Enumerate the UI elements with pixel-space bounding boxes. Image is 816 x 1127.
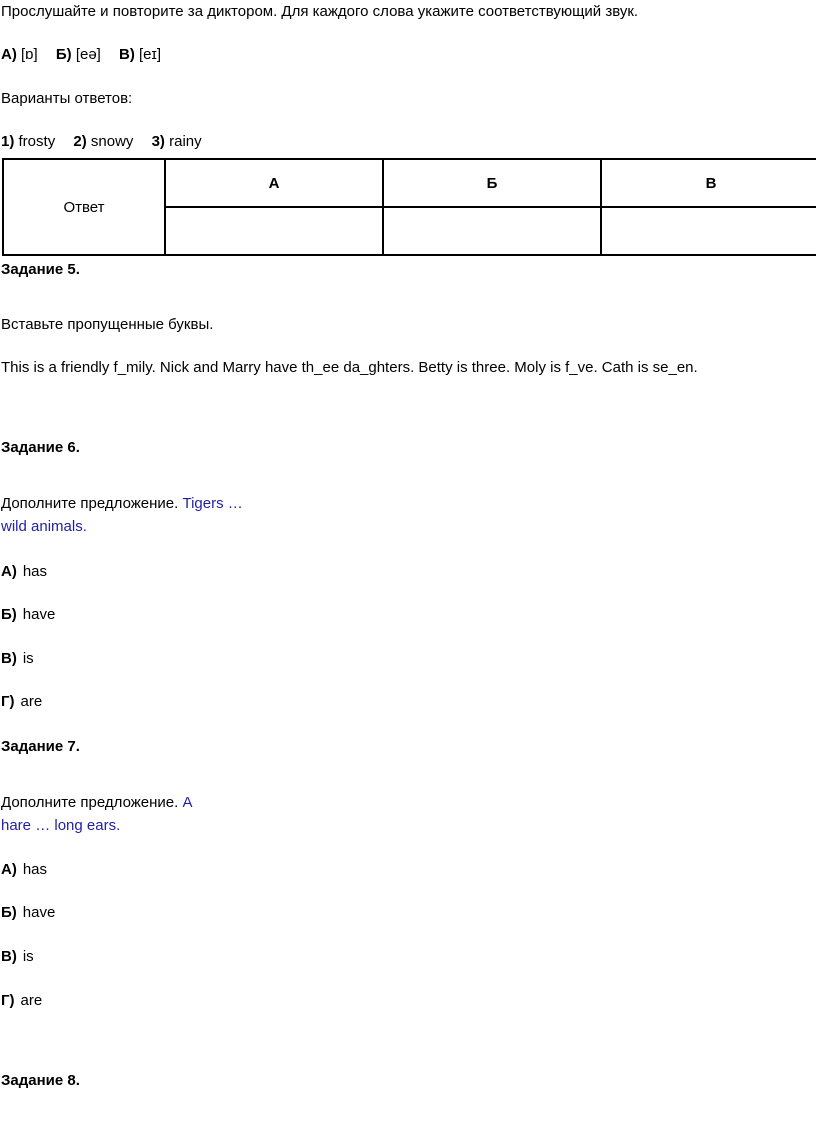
word-value-2: snowy	[90, 133, 134, 150]
word-value-1: frosty	[18, 133, 56, 150]
task6-prompt-line	[1, 495, 243, 513]
column-header-a: А	[165, 159, 383, 207]
task7-heading: Задание 7.	[1, 738, 80, 755]
task5-instruction: Вставьте пропущенные буквы.	[1, 316, 214, 333]
sound-value-a: [ɒ]	[21, 46, 38, 63]
task8-heading: Задание 8.	[1, 1072, 80, 1089]
option-value: has	[22, 563, 48, 580]
option-value: is	[22, 650, 34, 667]
answer-cell-b[interactable]	[383, 207, 601, 255]
task6-prompt: Дополните предложение.	[1, 495, 179, 512]
answer-table	[2, 158, 816, 256]
word-label-2: 2)	[73, 133, 87, 150]
task5-text: This is a friendly f_mily. Nick and Marry have th_ee da_ghters. Betty is three. Moly is f_ve. Cath is se_en.	[1, 359, 698, 376]
task7-prompt-line	[1, 794, 193, 812]
option-value: are	[20, 693, 43, 710]
sound-value-b: [eə]	[75, 46, 101, 63]
answer-cell-a[interactable]	[165, 207, 383, 255]
option-label: Г)	[1, 693, 15, 710]
answer-row-label: Ответ	[3, 159, 165, 255]
task7-option-c[interactable]	[1, 948, 34, 966]
word-options	[1, 133, 202, 151]
sound-value-c: [eɪ]	[139, 46, 162, 63]
option-label: В)	[1, 650, 17, 667]
option-value: have	[22, 606, 56, 623]
task7-option-a[interactable]	[1, 861, 47, 879]
sound-options	[1, 46, 161, 64]
answer-cell-c[interactable]	[601, 207, 816, 255]
variants-label: Варианты ответов:	[1, 90, 133, 107]
task7-prompt: Дополните предложение.	[1, 794, 179, 811]
task6-heading: Задание 6.	[1, 439, 80, 456]
option-value: has	[22, 861, 48, 878]
task6-option-a[interactable]	[1, 563, 47, 581]
word-label-1: 1)	[1, 133, 15, 150]
task7-sentence-part2: hare … long ears.	[1, 817, 121, 834]
task7-option-b[interactable]	[1, 904, 55, 922]
option-label: А)	[1, 563, 17, 580]
task6-sentence-part1: Tigers …	[182, 495, 243, 512]
option-value: are	[20, 992, 43, 1009]
word-value-3: rainy	[169, 133, 202, 150]
option-label: Б)	[1, 606, 17, 623]
column-header-b: Б	[383, 159, 601, 207]
sound-label-c: В)	[119, 46, 135, 63]
option-label: Б)	[1, 904, 17, 921]
option-label: Г)	[1, 992, 15, 1009]
sound-label-b: Б)	[55, 46, 72, 63]
task7-sentence-part1: A	[182, 794, 193, 811]
word-label-3: 3)	[151, 133, 165, 150]
task6-sentence-part2: wild animals.	[1, 518, 87, 535]
sound-label-a: А)	[1, 46, 17, 63]
task7-option-d[interactable]	[1, 992, 42, 1010]
task5-heading: Задание 5.	[1, 261, 80, 278]
option-label: А)	[1, 861, 17, 878]
option-label: В)	[1, 948, 17, 965]
option-value: is	[22, 948, 34, 965]
option-value: have	[22, 904, 56, 921]
task6-option-c[interactable]	[1, 650, 34, 668]
column-header-c: В	[601, 159, 816, 207]
task4-instruction: Прослушайте и повторите за диктором. Для каждого слова укажите соответствующий звук.	[1, 3, 639, 20]
task6-option-d[interactable]	[1, 693, 42, 711]
task6-option-b[interactable]	[1, 606, 55, 624]
